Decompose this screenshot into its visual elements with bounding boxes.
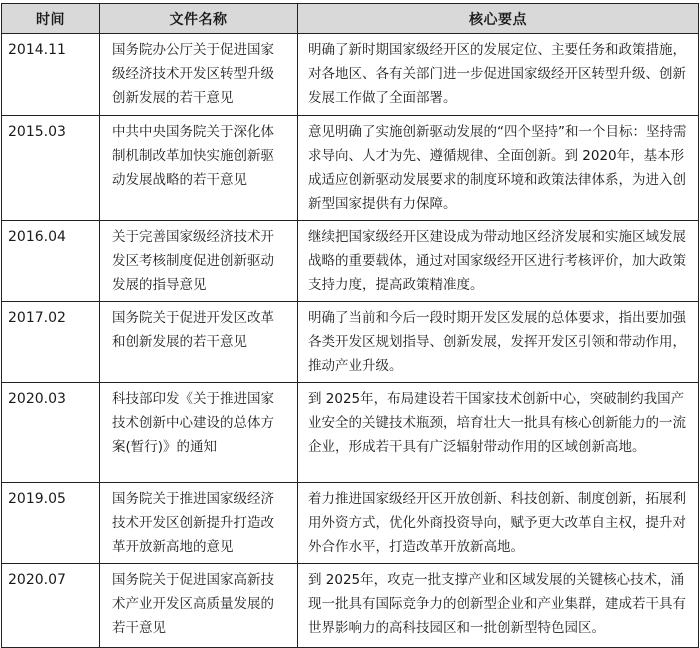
table-row — [2, 116, 699, 221]
header-row — [2, 4, 699, 34]
header-time: 时间 — [2, 4, 100, 34]
table-row — [2, 483, 699, 564]
row-document-name: 国务院办公厅关于促进国家级经济技术开发区转型升级创新发展的若干意见 — [100, 34, 298, 116]
table-row — [2, 302, 699, 383]
table-row — [2, 564, 699, 648]
row-time: 2020.07 — [2, 564, 100, 648]
table-row — [2, 221, 699, 302]
row-document-name: 国务院关于促进国家高新技术产业开发区高质量发展的若干意见 — [100, 564, 298, 648]
row-time: 2015.03 — [2, 116, 100, 221]
row-core-points: 明确了当前和今后一段时期开发区发展的总体要求，指出要加强各类开发区规划指导、创新发展，发挥开发区引领和带动作用，推动产业升级。 — [298, 302, 699, 383]
table-body — [2, 34, 699, 648]
row-time: 2017.02 — [2, 302, 100, 383]
header-name: 文件名称 — [100, 4, 298, 34]
row-document-name: 国务院关于推进国家级经济技术开发区创新提升打造改革开放新高地的意见 — [100, 483, 298, 564]
table-header — [2, 4, 699, 34]
table-row — [2, 34, 699, 116]
row-core-points: 明确了新时期国家级经开区的发展定位、主要任务和政策措施，对各地区、各有关部门进一步促进国家级经开区转型升级、创新发展工作做了全面部署。 — [298, 34, 699, 116]
table-row — [2, 383, 699, 483]
policy-table — [1, 3, 699, 648]
header-core: 核心要点 — [298, 4, 699, 34]
row-core-points: 到 2025年，攻克一批支撑产业和区域发展的关键核心技术，涌现一批具有国际竞争力的创新型企业和产业集群，建成若干具有世界影响力的高科技园区和一批创新型特色园区。 — [298, 564, 699, 648]
row-document-name: 科技部印发《关于推进国家技术创新中心建设的总体方案(暂行)》的通知 — [100, 383, 298, 483]
row-core-points: 到 2025年，布局建设若干国家技术创新中心，突破制约我国产业安全的关键技术瓶颈，培育壮大一批具有核心创新能力的一流企业，形成若干具有广泛辐射带动作用的区域创新高地。 — [298, 383, 699, 483]
row-time: 2016.04 — [2, 221, 100, 302]
row-time: 2019.05 — [2, 483, 100, 564]
row-core-points: 继续把国家级经开区建设成为带动地区经济发展和实施区域发展战略的重要载体，通过对国家级经开区进行考核评价，加大政策支持力度，提高政策精准度。 — [298, 221, 699, 302]
row-document-name: 关于完善国家级经济技术开发区考核制度促进创新驱动发展的指导意见 — [100, 221, 298, 302]
row-time: 2020.03 — [2, 383, 100, 483]
row-core-points: 着力推进国家级经开区开放创新、科技创新、制度创新，拓展利用外资方式，优化外商投资导向，赋予更大改革自主权，提升对外合作水平，打造改革开放新高地。 — [298, 483, 699, 564]
row-time: 2014.11 — [2, 34, 100, 116]
row-core-points: 意见明确了实施创新驱动发展的“四个坚持”和一个目标：坚持需求导向、人才为先、遵循规律、全面创新。到 2020年，基本形成适应创新驱动发展要求的制度环境和政策法律体系，为进入创新型国家提供有力保障。 — [298, 116, 699, 221]
row-document-name: 中共中央国务院关于深化体制机制改革加快实施创新驱动发展战略的若干意见 — [100, 116, 298, 221]
row-document-name: 国务院关于促进开发区改革和创新发展的若干意见 — [100, 302, 298, 383]
